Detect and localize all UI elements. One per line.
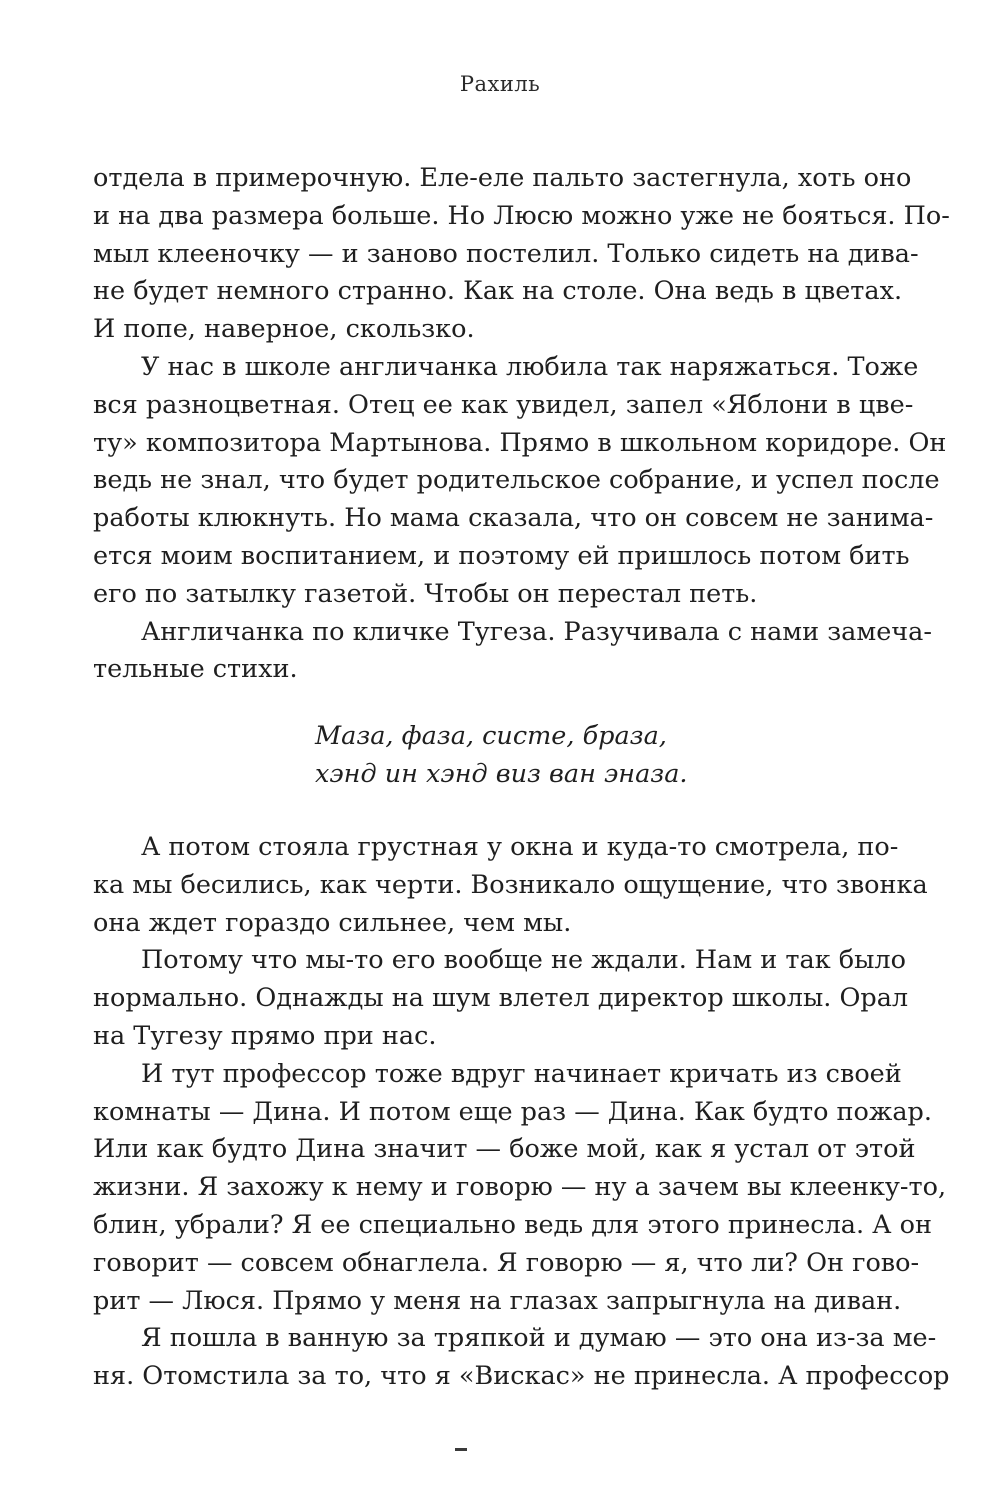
text-line: тельные стихи. <box>93 654 298 685</box>
text-line: блин, убрали? Я ее специально ведь для этого принесла. А он <box>93 1209 932 1240</box>
text-line: ется моим воспитанием, и поэтому ей пришлось потом бить <box>93 540 910 571</box>
text-line: на Тугезу прямо при нас. <box>93 1020 437 1051</box>
text-line: Англичанка по кличке Тугеза. Разучивала с нами замеча- <box>141 616 932 647</box>
text-line: И попе, наверное, скользко. <box>93 314 475 345</box>
text-line: мыл клееночку — и заново постелил. Только сидеть на дива- <box>93 238 919 269</box>
text-line: комнаты — Дина. И потом еще раз — Дина. Как будто пожар. <box>93 1096 932 1127</box>
text-line: говорит — совсем обнаглела. Я говорю — я, что ли? Он гово- <box>93 1247 920 1278</box>
text-line: и на два размера больше. Но Люсю можно уже не бояться. По- <box>93 200 950 231</box>
text-block-1 <box>93 160 950 689</box>
running-head: Рахиль <box>459 72 541 96</box>
text-line: И тут профессор тоже вдруг начинает кричать из своей <box>141 1058 902 1089</box>
text-line: отдела в примерочную. Еле-еле пальто застегнула, хоть оно <box>93 163 912 193</box>
verse-line: хэнд ин хэнд виз ван эназа. <box>315 758 688 789</box>
text-line: Я пошла в ванную за тряпкой и думаю — это она из-за ме- <box>141 1323 937 1354</box>
text-line: Потому что мы-то его вообще не ждали. Нам и так было <box>141 945 906 976</box>
page-mark <box>455 1448 467 1451</box>
text-line: У нас в школе англичанка любила так наряжаться. Тоже <box>141 351 919 382</box>
text-line: рит — Люся. Прямо у меня на глазах запрыгнула на диван. <box>93 1285 902 1316</box>
text-line: ту» композитора Мартынова. Прямо в школьном коридоре. Он <box>93 427 947 458</box>
text-line: ня. Отомстила за то, что я «Вискас» не принесла. А профессор <box>93 1361 950 1392</box>
text-line: нормально. Однажды на шум влетел директор школы. Орал <box>93 983 909 1014</box>
text-line: жизни. Я захожу к нему и говорю — ну а зачем вы клеенку-то, <box>93 1172 947 1203</box>
text-line: не будет немного странно. Как на столе. Она ведь в цветах. <box>93 276 903 307</box>
text-line: ка мы бесились, как черти. Возникало ощущение, что звонка <box>93 869 928 900</box>
text-line: Или как будто Дина значит — боже мой, как я устал от этой <box>93 1134 916 1165</box>
verse-line: Маза, фаза, систе, браза, <box>315 721 667 751</box>
text-line: работы клюкнуть. Но мама сказала, что он совсем не занима- <box>93 503 934 534</box>
text-line: она ждет гораздо сильнее, чем мы. <box>93 907 572 938</box>
text-line: его по затылку газетой. Чтобы он перестал петь. <box>93 578 758 609</box>
text-line: А потом стояла грустная у окна и куда-то смотрела, по- <box>141 832 899 862</box>
text-line: ведь не знал, что будет родительское собрание, и успел после <box>93 465 940 496</box>
text-line: вся разноцветная. Отец ее как увидел, запел «Яблони в цве- <box>93 389 914 420</box>
poem-verse <box>315 718 688 794</box>
text-block-2 <box>93 829 950 1396</box>
